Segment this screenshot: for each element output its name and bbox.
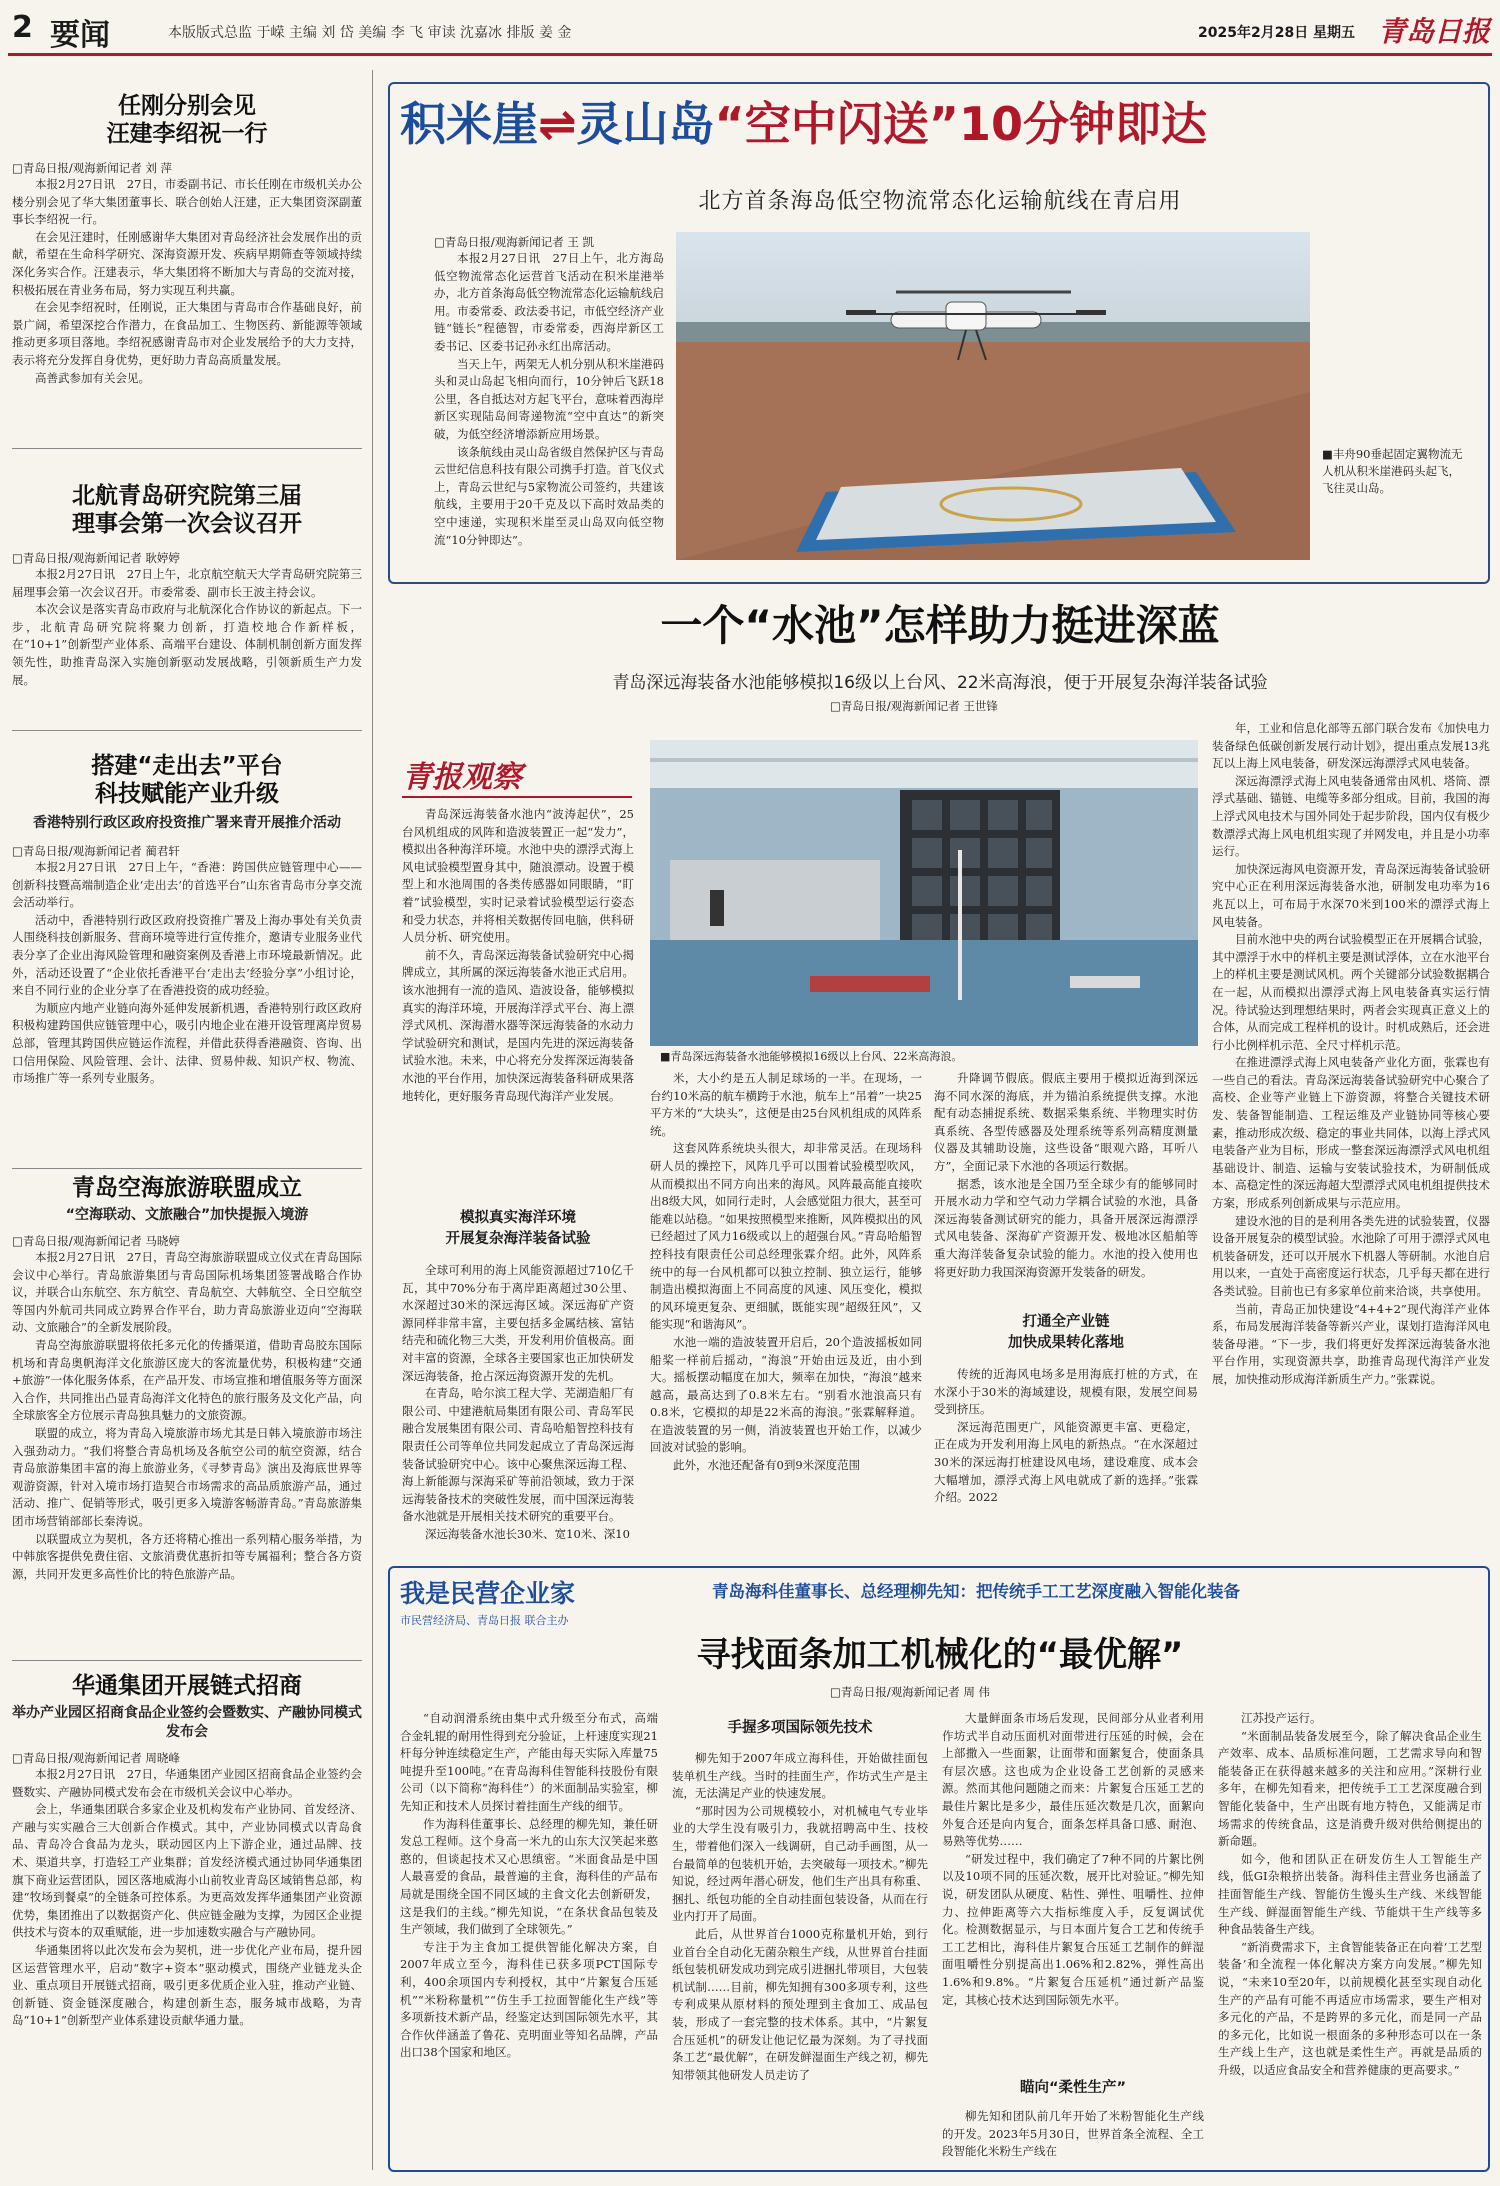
- ent-col1: “自动润滑系统由集中式升级至分布式，高端合金轧辊的耐用性得到充分验证，上杆速度实现21杆每分钟连续稳定生产，产能由每天实际入库量75吨提升至100吨。”在青岛海科佳智能科技股份有限公司（以下简称“海科佳”）的米面制品实验室，柳先知正和技术人员探讨着挂面生产线的细节。 作为海科佳董事长、总经理的柳先知，兼任研发总工程师。这个身高一米九的山东大汉笑起来憨憨的，但谈起技术又心思缜密。“米面食品是中国人最喜爱的食品，最普遍的主食，海科佳的产品布局就是围绕全国不同区域的主食文化去创新研发，这是我们的主线。”柳先知说，“在条状食品包装及生产领域，我们做到了全球领先。” 专注于为主食加工提供智能化解决方案，自2007年成立至今，海科佳已获多项PCT国际专利，400余项国内专利授权，其中“片絮复合压延机”“米粉称量机”“仿生手工拉面智能化生产线”等多项新技术新产品，经鉴定达到国际领先水平，其合作伙伴涵盖了鲁花、克明面业等知名品牌，产品出口38个国家和地区。: [400, 1711, 658, 2060]
- article-beihang: [12, 482, 362, 726]
- article-huatong: [12, 1672, 362, 2186]
- section-name: 要闻: [50, 18, 110, 53]
- drone-photo: [676, 232, 1310, 560]
- tank-col3b: 传统的近海风电场多是用海底打桩的方式，在水深小于30米的海域建设，规模有限，发展空间易受到挤压。 深远海范围更广，风能资源更丰富、更稳定，正在成为开发利用海上风电的新热点。“在水深超过30米的深远海打桩建设风电场，建设难度、成本会大幅增加，漂浮式海上风电就成了新的选择。”张霖介绍。2022: [934, 1367, 1198, 1505]
- place-jimiya: 积米崖: [400, 97, 538, 151]
- byline: □青岛日报/观海新闻记者 王 凯: [434, 235, 595, 249]
- tank-col4: 年，工业和信息化部等五部门联合发布《加快电力装备绿色低碳创新发展行动计划》，提出重点发展13兆瓦以上海上风电装备，研发深远海漂浮式风电装备。 深远海漂浮式海上风电装备通常由风机、塔筒、漂浮式基础、锚链、电缆等多部分组成。目前，我国的海上浮式风电技术与国外同处于起步阶段，国内仅有极少数漂浮式海上风电机组实现了并网发电，并且是小功率运行。 加快深远海风电资源开发，青岛深远海装备试验研究中心正在利用深远海装备水池，研制发电功率为16兆瓦以上，可布局于水深70米到100米的漂浮式海上风电装备。 目前水池中央的两台试验模型正在开展耦合试验，其中漂浮于水中的样机主要是测试浮体，立在水池平台上的样机主要是测试风机。两个关键部分试验数据耦合在一起，从而模拟出漂浮式海上风电装备真实运行情况。待试验达到理想结果时，两者会实现真正意义上的合体，从而完成工程样机的设计。时机成熟后，还会进行小比例样机示范、全尺寸样机示范。 在推进漂浮式海上风电装备产业化方面，张霖也有一些自己的看法。青岛深远海装备试验研究中心聚合了高校、企业等产业链上下游资源，将整合关键技术研发、装备智能制造、工程运维及产业链协同等核心要素，推动形成次级、稳定的事业共同体，以海上浮式风电装备产业为目标，形成一整套深远海漂浮式风电机组基础设计、制造、运输与安装试验技术，为研制低成本、高稳定性的深远海超大型漂浮式风电机组提供技术方案，形成系列创新成果与示范应用。 建设水池的目的是利用各类先进的试验装置，仪器设备开展复杂的模型试验。水池除了可用于漂浮式风电机装备研发，还可以开展水下机器人等研制。水池自启用以来，一直处于高密度运行状态，几乎每天都在进行各类试验。目前也已有多家单位前来洽谈，共享使用。 当前，青岛正加快建设“4+4+2”现代海洋产业体系，布局发展海洋装备等新兴产业，谋划打造海洋风电装备母港。“下一步，我们将更好发挥深远海装备水池平台作用，实现资源共享，助推青岛现代海洋产业发展，加快推动形成海洋新质生产力。”张霖说。: [1212, 721, 1490, 1386]
- article-body: 本报2月27日讯 27日上午，“香港：跨国供应链管理中心——创新科技暨高端制造企业‘走出去’的首选平台”山东省青岛市分享交流会活动举行。 活动中，香港特别行政区政府投资推广署及上海办事处有关负责人围绕科技创新服务、营商环境等进行宣传推介，邀请专业服务业代表分享了企业出海风险管理和融资案例及香港上市环境最新情况。此外，活动还设置了“企业依托香港平台‘走出去’经验分享”小组讨论，来自不同行业的企业分享了在香港投资的成功经验。 为顺应内地产业链向海外延伸发展新机遇，香港特别行政区政府积极构建跨国供应链管理中心，吸引内地企业在港开设管理离岸贸易总部，管理其跨国供应链运作流程，并借此获得香港融资、咨询、出口信用保险、风险管理、会计、法律、贸易仲裁、知识产权、物流、市场推广等一系列专业服务。: [12, 860, 362, 1086]
- section-subhead: 打通全产业链 加快成果转化落地: [1008, 1314, 1124, 1351]
- issue-date: 2025年2月28日 星期五: [1198, 25, 1356, 41]
- article-subheadline: “空海联动、文旅融合”加快提振入境游: [65, 1207, 309, 1223]
- article-body: 本报2月27日讯 27日，市委副书记、市长任刚在市级机关办公楼分别会见了华大集团董事长、联合创始人汪建，正大集团资深副董事长李绍祝一行。 在会见汪建时，任刚感谢华大集团对青岛经济社会发展作出的贡献，希望在生命科学研究、深海资源开发、疾病早期筛查等领域持续深化务实合作。汪建表示，华大集团将不断加大与青岛的交流对接，积极拓展在青业务布局，努力实现互利共赢。 在会见李绍祝时，任刚说，正大集团与青岛市合作基础良好，前景广阔，希望深挖合作潜力，在食品加工、生物医药、新能源等领域推动更多项目落地。李绍祝感谢青岛市对企业发展给予的大力支持，表示将充分发挥自身优势，更好助力青岛高质量发展。 高善武参加有关会见。: [12, 177, 362, 385]
- article-headline: 青岛空海旅游联盟成立: [72, 1175, 302, 1201]
- article-divider: [12, 1168, 362, 1169]
- tank-photo: [650, 740, 1198, 1046]
- page-number: 2: [12, 10, 33, 45]
- byline: □青岛日报/观海新闻记者 蔺君轩: [12, 844, 180, 858]
- drone-article: [434, 234, 664, 568]
- article-divider: [12, 730, 362, 731]
- newspaper-logo: 青岛日报: [1378, 15, 1491, 48]
- section-subhead: 瞄向“柔性生产”: [1019, 2080, 1127, 2096]
- feature-headline: [400, 96, 1480, 156]
- article-divider: [12, 1660, 362, 1661]
- article-tourism-alliance: [12, 1174, 362, 1689]
- tank-col1b: 全球可利用的海上风能资源超过710亿千瓦，其中70%分布于离岸距离超过30公里、水深超过30米的深远海区域。深远海矿产资源同样非常丰富，主要包括多金属结核、富钴结壳和硫化物三大类，开发利用价值极高。面对丰富的资源，全球各主要国家也正加快研发深远海装备，抢占深远海资源开发的先机。 在青岛，哈尔滨工程大学、芜湖造船厂有限公司、中建港航局集团有限公司、青岛军民融合发展集团有限公司、青岛哈船智控科技有限责任公司等单位共同发起成立了青岛深远海装备试验研究中心。该中心聚焦深远海工程、海上新能源与深海采矿等前沿领域，致力于深远海装备技术的突破性发展，而中国深远海装备水池就是开展相关技术研究的重要平台。 深远海装备水池长30米、宽10米、深10: [402, 1263, 634, 1541]
- masthead: [8, 6, 1492, 56]
- tank-col3: 升降调节假底。假底主要用于模拟近海到深远海不同水深的海底，并为锚泊系统提供支撑。水池配有动态捕捉系统、数据采集系统、半物理实时仿真系统、各型传感器及处理系统等系列高精度测量仪器及其辅助设施，这些设备“眼观六路，耳听八方”，全面记录下水池的各项运行数据。 据悉，该水池是全国乃至全球少有的能够同时开展水动力学和空气动力学耦合试验的水池，具备深远海装备测试研究的能力，具备开展深远海漂浮式风电装备、深海矿产资源开发、极地冰区船舶等重大海洋装备复杂试验的能力。水池的投入使用也将更好助力我国深海资源开发装备的研发。: [934, 1071, 1198, 1279]
- feature-subheadline: 北方首条海岛低空物流常态化运输航线在青启用: [698, 189, 1182, 214]
- bidirectional-arrow-icon: ⇌: [538, 97, 577, 151]
- ent-col3: 大量鲜面条市场后发现，民间部分从业者利用作坊式半自动压面机对面带进行压延的时候，会在上部撒入一些面絮，让面带和面絮复合，使面条具有层次感。这也成为企业设备工艺创新的灵感来源。然而其他问题随之而来：片絮复合压延工艺的最佳片絮比是多少，最佳压延次数是几次，面絮向外复合还是向内复合，面条怎样具备口感、耐泡、易熟等优势…… “研发过程中，我们确定了7种不同的片絮比例以及10项不同的压延次数，展开比对验证。”柳先知说，研发团队从硬度、粘性、弹性、咀嚼性、拉伸力、拉伸距离等六大指标维度入手，反复调试优化。检测数据显示，与日本面片复合工艺和传统手工工艺相比，海科佳片絮复合压延工艺制作的鲜湿面咀嚼性分别提高出1.06%和2.82%，弹性高出1.6%和9.8%。“片絮复合压延机”通过新产品鉴定，其核心技术达到国际领先水平。: [942, 1711, 1204, 2007]
- section-subhead: 模拟真实海洋环境 开展复杂海洋装备试验: [445, 1210, 591, 1247]
- byline: □青岛日报/观海新闻记者 刘 萍: [12, 161, 173, 175]
- tank-headline: 一个“水池”怎样助力挺进深蓝: [660, 601, 1220, 650]
- column-title: 我是民营企业家: [400, 1579, 576, 1608]
- section-subhead: 手握多项国际领先技术: [727, 1720, 873, 1736]
- kicker: 青岛海科佳董事长、总经理柳先知：把传统手工工艺深度融入智能化装备: [712, 1582, 1240, 1601]
- byline: □青岛日报/观海新闻记者 周 伟: [830, 1685, 991, 1699]
- article-headline: 北航青岛研究院第三届 理事会第一次会议召开: [72, 483, 302, 537]
- ent-col3b: 柳先知和团队前几年开始了米粉智能化生产线的开发。2023年5月30日，世界首条全流程、全工段智能化米粉生产线在: [942, 2109, 1204, 2159]
- tank-col2: 米，大小约是五人制足球场的一半。在现场，一台约10米高的航车横跨于水池，航车上“吊着”一块25平方米的“大块头”，这便是由25台风机组成的风阵系统。 这套风阵系统块头很大，却非常灵活。在现场科研人员的操控下，风阵几乎可以围着试验模型吹风，从而模拟出不同方向出来的海风。风阵最高能直接吹出8级大风，如同行走时，人会感觉阻力很大，甚至可能难以站稳。“如果按照模型来推断，风阵模拟出的风已经超过了风力16级或以上的超强台风。”青岛哈船智控科技有限责任公司总经理张霖介绍。此外，风阵系统中的每一台风机都可以独立控制、独立运行，能够制造出模拟海面上不同高度的风速、风压变化，模拟的风环境更复杂、更细腻，既能实现“超级狂风”，又能实现“和谐海风”。 水池一端的造波装置开启后，20个造波摇板如同船桨一样前后摇动，“海浪”开始由远及近，由小到大。摇板摆动幅度在加大，频率在加快，“海浪”越来越高，最高达到了0.8米左右。“别看水池浪高只有0.8米，它模拟的却是22米高的海浪。”张霖解释道。在造波装置的另一侧，消波装置也开始工作，以减少回波对试验的影响。 此外，水池还配备有0到9米深度范围: [650, 1071, 922, 1473]
- column-label: [402, 752, 632, 798]
- article-body: 本报2月27日讯 27日，青岛空海旅游联盟成立仪式在青岛国际会议中心举行。青岛旅游集团与青岛国际机场集团签署战略合作协议，并联合山东航空、东方航空、青岛航空、大韩航空、全日空航空等国内外航司共同成立跨界合作平台，助力青岛旅游业迈向“空海联动、文旅融合”的全新发展阶段。 青岛空海旅游联盟将依托多元化的传播渠道，借助青岛胶东国际机场和青岛奥帆海洋文化旅游区庞大的客流量优势，积极构建“交通+旅游”一体化服务体系，在产品开发、市场宣推和增值服务等方面深入合作，共同推出凸显青岛海洋文化特色的旅行服务及文化产品，向全球旅客全方位展示青岛独具魅力的文旅资源。 联盟的成立，将为青岛入境旅游市场尤其是日韩入境旅游市场注入强劲动力。“我们将整合青岛机场及各航空公司的航空资源，结合青岛旅游集团丰富的海上旅游业务，《寻梦青岛》演出及海底世界等观游资源，针对入境市场打造契合市场需求的高品质旅游产品，通过活动、推广、促销等形式，吸引更多入境游客畅游青岛。”青岛旅游集团市场营销部部长秦涛说。 以联盟成立为契机，各方还将精心推出一系列精心服务举措，为中韩旅客提供免费住宿、文旅消费优惠折扣等专属福利；整合各方资源，共同开发更多高性价比的特色旅游产品。: [12, 1250, 362, 1581]
- column-sponsor: 市民营经济局、青岛日报 联合主办: [400, 1614, 569, 1627]
- place-lingshan: 灵山岛: [576, 97, 715, 151]
- column-divider: [372, 70, 373, 2170]
- staff-credits: 本版版式总监 于嵘 主编 刘 岱 美编 李 飞 审读 沈嘉冰 排版 姜 金: [168, 25, 572, 41]
- photo-caption: ■青岛深远海装备水池能够模拟16级以上台风、22米高海浪。: [660, 1050, 963, 1063]
- article-body: 本报2月27日讯 27日，华通集团产业园区招商食品企业签约会暨数实、产融协同模式发布会在市级机关会议中心举办。 会上，华通集团联合多家企业及机构发布产业协同、首发经济、产融与实实融合三大创新合作模式。其中，产业协同模式以青岛食品、青岛冷合食品为龙头，联动园区内上下游企业，通过品牌、技术、渠道共享，打造轻工产业集群；首发经济模式通过协同华通集团旗下商业运营团队，园区落地威海小山前牧业青岛区域销售总部，构建“牧场到餐桌”的全链条可控体系。为更高效发挥华通集团产业资源优势，集团推出了以数据资产化、供应链金融为支撑，为园区企业提供技术与资本的双重赋能，进一步加速数实融合与产融协同。 华通集团将以此次发布会为契机，进一步优化产业布局，提升园区运营管理水平，启动“数字+资本”驱动模式，围绕产业链龙头企业、重点项目开展链式招商，吸引更多优质企业入驻，推动产业链、创新链、资金链深度融合，构建创新生态，服务城市战略，为青岛“10+1”创新型产业体系建设贡献华通力量。: [12, 1767, 362, 2028]
- article-subheadline: 举办产业园区招商食品企业签约会暨数实、产融协同模式发布会: [12, 1705, 362, 1740]
- article-headline: 华通集团开展链式招商: [72, 1673, 302, 1699]
- article-body: 本报2月27日讯 27日上午，北京航空航天大学青岛研究院第三届理事会第一次会议召开。市委常委、副市长王波主持会议。 本次会议是落实青岛市政府与北航深化合作协议的新起点。下一步，北航青岛研究院将聚力创新，打造校地合作新样板，在“10+1”创新型产业体系、高端平台建设、体制机制创新方面发挥领先性，助推青岛深入实施创新驱动发展战略，引领新质生产力发展。: [12, 567, 362, 687]
- article-hongkong: [12, 752, 362, 1185]
- tank-col1: 青岛深远海装备水池内“波涛起伏”，25台风机组成的风阵和造波装置正一起“发力”，模拟出各种海洋环境。水池中央的漂浮式海上风电试验模型置身其中，随浪漂动。设置于模型上和水池周围的各类传感器如同眼睛，“盯着”试验模型，实时记录着试验模型运行姿态和受力状态，并将相关数据传回电脑，供科研人员分析、研究使用。 前不久，青岛深远海装备试验研究中心揭牌成立，其所属的深远海装备水池正式启用。该水池拥有一流的造风、造波设备，能够模拟真实的海洋环境，开展海洋浮式平台、海上漂浮式风机、深海潜水器等深远海装备的水动力学试验研究和测试，是国内先进的深远海装备试验水池。未来，中心将充分发挥深远海装备水池的平台作用，加快深远海装备科研成果落地转化，更好服务青岛现代海洋产业发展。: [402, 807, 634, 1103]
- byline: □青岛日报/观海新闻记者 周晓峰: [12, 1751, 180, 1765]
- photo-caption: ■丰舟90垂起固定翼物流无人机从积米崖港码头起飞，飞往灵山岛。: [1322, 447, 1463, 495]
- byline: □青岛日报/观海新闻记者 王世锋: [830, 699, 998, 713]
- article-ren-gang: [12, 92, 362, 456]
- article-headline: 搭建“走出去”平台 科技赋能产业升级: [91, 753, 283, 807]
- qingbao-observation-label: 青报观察: [402, 760, 522, 795]
- ent-col4: 江苏投产运行。 “米面制品装备发展至今，除了解决食品企业生产效率、成本、品质标准问题，工艺需求导向和智能装备正在获得越来越多的关注和应用。”深耕行业多年，在柳先知看来，把传统手工工艺深度融合到智能化装备中，生产出既有地方特色，又能满足市场需求的传统食品，这是消费升级对供给侧提出的新命题。 如今，他和团队正在研发仿生人工智能生产线，低GI杂粮挤出装备。海科佳主营业务也涵盖了挂面智能生产线、智能仿生馒头生产线、米线智能生产线、鲜湿面智能生产线、节能烘干生产线等多种食品装备生产线。 “新消费需求下，主食智能装备正在向着‘工艺型装备’和全流程一体化解决方案方向发展。”柳先知说，“未来10至20年，以前规模化甚至实现自动化生产的产品有可能不再适应市场需求，要生产相对多元化的产品，不是跨界的多元化，而是同一产品的多元化，比如说一根面条的多种形态可以在一条生产线上生产，这也就是柔性生产。再就是品质的升级，以适应食品安全和营养健康的更高要求。”: [1218, 1711, 1482, 2077]
- article-headline: 任刚分别会见 汪建李绍祝一行: [106, 93, 268, 147]
- article-divider: [12, 448, 362, 449]
- ent-col2: 柳先知于2007年成立海科佳，开始做挂面包装单机生产线。当时的挂面生产，作坊式生产是主流，无法满足产业的快速发展。 “那时因为公司规模较小，对机械电气专业毕业的大学生没有吸引力，我就招聘高中生、技校生，带着他们深入一线调研，自己动手画图，从一台最简单的包装机开始，去突破每一项技术。”柳先知说，经过两年潜心研发，他们生产出具有称重、捆扎、纸包功能的全自动挂面包装设备，从而在行业内打开了局面。 此后，从世界首台1000克称量机开始，到行业首台全自动化无菌杂粮生产线，从世界首台挂面纸包装机研发成功到完成引进捆扎带项目，大包装机试制……目前，柳先知拥有300多项专利，这些专利成果从原材料的预处理到主食加工、成品包装，形成了一套完整的技术体系。其中，“片絮复合压延机”的研发让他记忆最为深刻。为了寻找面条工艺“最优解”，在研发鲜湿面生产线之初，柳先知带领其他研发人员走访了: [672, 1751, 928, 2082]
- article-body: 本报2月27日讯 27日上午，北方海岛低空物流常态化运营首飞活动在积米崖港举办，北方首条海岛低空物流常态化运输航线启用。市委常委、政法委书记，市低空经济产业链“链长”程德智，市委常委，西海岸新区工委书记、区委书记孙永红出席活动。 当天上午，两架无人机分别从积米崖港码头和灵山岛起飞相向而行，10分钟后飞跃18公里，各自抵达对方起飞平台，意味着西海岸新区实现陆岛间寄递物流“空中直达”的新突破，为低空经济增添新应用场景。 该条航线由灵山岛省级自然保护区与青岛云世纪信息科技有限公司携手打造。首飞仪式上，青岛云世纪与5家物流公司签约，共建该航线，主要用于20千克及以下高时效品类的空中速递，实现积米崖至灵山岛双向低空物流“10分钟即达”。: [434, 251, 664, 547]
- byline: □青岛日报/观海新闻记者 马晓婷: [12, 1234, 180, 1248]
- article-subheadline: 香港特别行政区政府投资推广署来青开展推介活动: [33, 815, 341, 831]
- entrepreneur-headline: 寻找面条加工机械化的“最优解”: [696, 1635, 1184, 1675]
- byline: □青岛日报/观海新闻记者 耿婷婷: [12, 551, 180, 565]
- headline-tail: “空中闪送”10分钟即达: [714, 97, 1208, 151]
- column-banner: [400, 1574, 710, 1628]
- tank-subheadline: 青岛深远海装备水池能够模拟16级以上台风、22米高海浪，便于开展复杂海洋装备试验: [612, 673, 1268, 693]
